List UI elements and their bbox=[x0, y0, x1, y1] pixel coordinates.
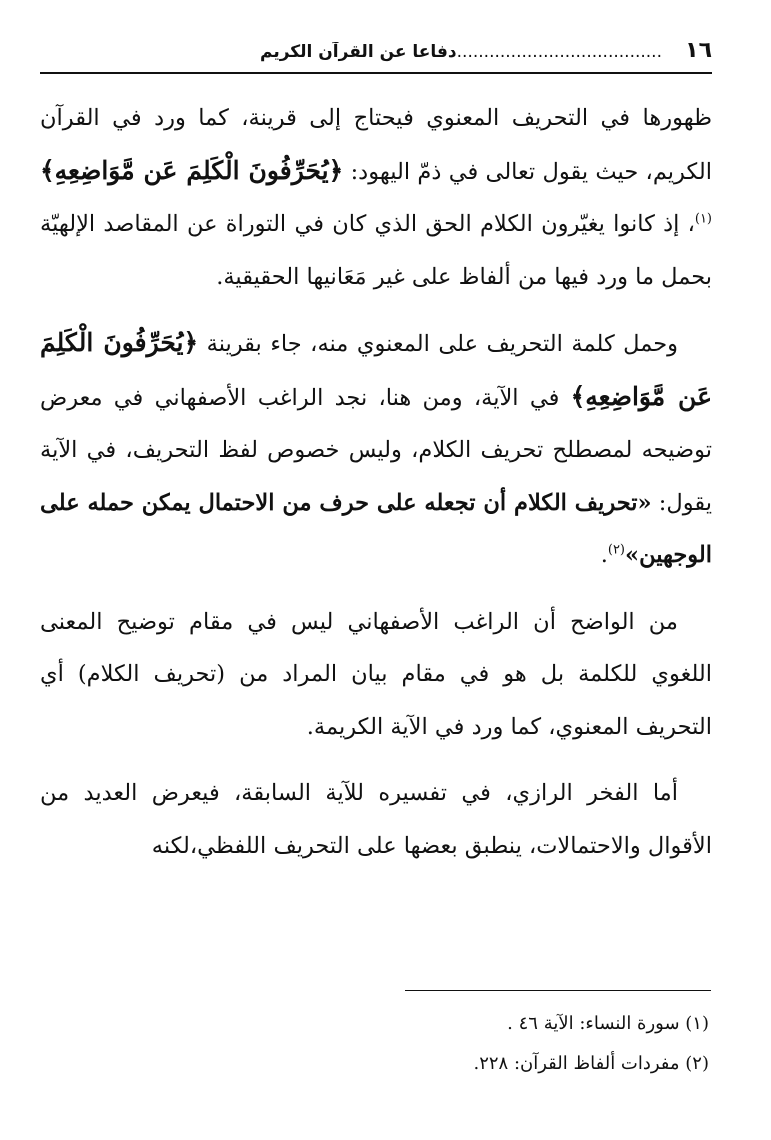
text-run: ظهورها في التحريف المعنوي فيحتاج إلى قرينة، كما ورد في القرآن الكريم، حيث يقول تعالى في ذمّ اليهود: bbox=[40, 105, 713, 185]
footnotes bbox=[309, 1004, 709, 1084]
text-run: أما الفخر الرازي، في تفسيره للآية السابقة، فيعرض العديد من الأقوال والاحتمالات، ينطبق بعضها على التحريف اللفظي،لكنه bbox=[40, 780, 712, 859]
paragraph bbox=[40, 767, 712, 872]
paragraph bbox=[40, 92, 712, 303]
footnote-ref: (١) bbox=[694, 211, 712, 227]
running-title-dots: ...................................... bbox=[456, 42, 662, 62]
text-run: وحمل كلمة التحريف على المعنوي منه، جاء بقرينة bbox=[198, 331, 678, 357]
footnote-2: (٢) مفردات ألفاظ القرآن: ٢٢٨. bbox=[473, 1053, 709, 1074]
running-title bbox=[40, 42, 662, 62]
text-run: من الواضح أن الراغب الأصفهاني ليس في مقام توضيح المعنى اللغوي للكلمة بل هو في مقام بيان المراد من (تحريف الكلام) أي التحريف المعنوي، كما ورد في الآية الكريمة. bbox=[40, 608, 712, 740]
quran-quote: ﴿يُحَرِّفُونَ الْكَلِمَ عَن مَّوَاضِعِهِ﴾ bbox=[40, 328, 712, 411]
bold-quote: «تحريف الكلام أن تجعله على حرف من الاحتمال يمكن حمله على الوجهين» bbox=[40, 489, 712, 568]
page-number: ١٦ bbox=[685, 38, 712, 63]
footnote-ref: (٢) bbox=[607, 542, 625, 558]
main-text bbox=[40, 92, 712, 872]
text-run: . bbox=[600, 542, 608, 568]
footnote-divider bbox=[405, 990, 711, 991]
running-title-text: دفاعا عن القرآن الكريم bbox=[259, 42, 457, 62]
footnote-1: (١) سورة النساء: الآية ٤٦ . bbox=[507, 1013, 709, 1034]
text-run: ، إذ كانوا يغيّرون الكلام الحق الذي كان في التوراة عن المقاصد الإلهيّة بحمل ما ورد فيها من ألفاظ على غير مَعَانيها الحقيقية. bbox=[40, 211, 712, 290]
paragraph bbox=[40, 317, 712, 582]
paragraph bbox=[40, 596, 712, 754]
page-header bbox=[40, 32, 712, 74]
text-run: في الآية، ومن هنا، نجد الراغب الأصفهاني في معرض توضيحه لمصطلح تحريف الكلام، وليس خصوص لفظ التحريف، في الآية يقول: bbox=[40, 384, 712, 516]
quran-quote: ﴿يُحَرِّفُونَ الْكَلِمَ عَن مَّوَاضِعِهِ﴾ bbox=[40, 155, 344, 185]
